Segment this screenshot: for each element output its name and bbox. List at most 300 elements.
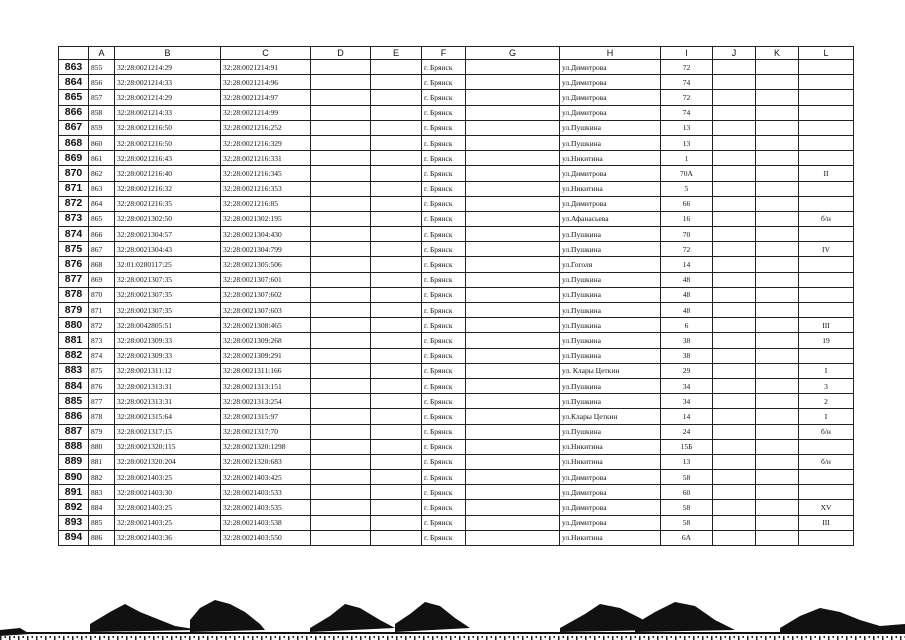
cell-g[interactable] [466,211,560,226]
cell-e[interactable] [371,196,422,211]
cell-d[interactable] [311,75,371,90]
column-header-b[interactable]: B [115,47,221,60]
cell-g[interactable] [466,181,560,196]
cell-e[interactable] [371,363,422,378]
cell-l[interactable] [799,105,854,120]
cell-c[interactable]: 32:28:0021216:329 [221,135,311,150]
cell-d[interactable] [311,409,371,424]
cell-i[interactable]: 58 [661,470,713,485]
cell-f[interactable]: г. Брянск [422,272,466,287]
cell-k[interactable] [756,485,799,500]
cell-l[interactable] [799,485,854,500]
cell-g[interactable] [466,242,560,257]
cell-h[interactable]: ул.Пушкина [560,424,661,439]
cell-f[interactable]: г. Брянск [422,454,466,469]
cell-b[interactable]: 32:28:0021309:33 [115,348,221,363]
cell-c[interactable]: 32:28:0021403:538 [221,515,311,530]
row-number[interactable]: 889 [59,454,89,469]
cell-i[interactable]: 70А [661,166,713,181]
cell-g[interactable] [466,257,560,272]
cell-g[interactable] [466,105,560,120]
cell-e[interactable] [371,303,422,318]
column-header-d[interactable]: D [311,47,371,60]
cell-a[interactable]: 859 [89,120,115,135]
cell-f[interactable]: г. Брянск [422,287,466,302]
cell-c[interactable]: 32:28:0021307:603 [221,303,311,318]
row-number[interactable]: 880 [59,318,89,333]
cell-i[interactable]: 74 [661,75,713,90]
cell-f[interactable]: г. Брянск [422,257,466,272]
cell-j[interactable] [713,227,756,242]
cell-b[interactable]: 32:28:0021216:35 [115,196,221,211]
cell-f[interactable]: г. Брянск [422,333,466,348]
cell-e[interactable] [371,60,422,75]
cell-h[interactable]: ул.Никитина [560,530,661,545]
row-number[interactable]: 868 [59,135,89,150]
row-number[interactable]: 874 [59,227,89,242]
cell-e[interactable] [371,75,422,90]
cell-e[interactable] [371,318,422,333]
cell-a[interactable]: 872 [89,318,115,333]
cell-b[interactable]: 32:28:0021320:204 [115,454,221,469]
row-number[interactable]: 891 [59,485,89,500]
cell-a[interactable]: 879 [89,424,115,439]
cell-i[interactable]: 48 [661,287,713,302]
row-number[interactable]: 884 [59,378,89,393]
cell-a[interactable]: 876 [89,378,115,393]
cell-f[interactable]: г. Брянск [422,90,466,105]
cell-j[interactable] [713,287,756,302]
cell-j[interactable] [713,378,756,393]
cell-k[interactable] [756,75,799,90]
cell-b[interactable]: 32:28:0021320:115 [115,439,221,454]
row-number[interactable]: 890 [59,470,89,485]
cell-j[interactable] [713,470,756,485]
cell-h[interactable]: ул.Пушкина [560,303,661,318]
cell-l[interactable]: 19 [799,333,854,348]
cell-k[interactable] [756,166,799,181]
column-header-h[interactable]: H [560,47,661,60]
cell-l[interactable] [799,530,854,545]
cell-e[interactable] [371,333,422,348]
cell-f[interactable]: г. Брянск [422,348,466,363]
corner-header[interactable] [59,47,89,60]
row-number[interactable]: 875 [59,242,89,257]
cell-d[interactable] [311,303,371,318]
cell-f[interactable]: г. Брянск [422,196,466,211]
cell-k[interactable] [756,470,799,485]
cell-i[interactable]: 66 [661,196,713,211]
cell-l[interactable]: IV [799,242,854,257]
cell-k[interactable] [756,424,799,439]
cell-c[interactable]: 32:28:0021403:550 [221,530,311,545]
cell-k[interactable] [756,454,799,469]
cell-i[interactable]: 24 [661,424,713,439]
cell-l[interactable] [799,272,854,287]
row-number[interactable]: 870 [59,166,89,181]
cell-d[interactable] [311,90,371,105]
cell-i[interactable]: 34 [661,378,713,393]
cell-l[interactable]: III [799,515,854,530]
cell-l[interactable]: I [799,363,854,378]
row-number[interactable]: 885 [59,394,89,409]
cell-h[interactable]: ул.Пушкина [560,227,661,242]
cell-c[interactable]: 32:28:0021317:70 [221,424,311,439]
cell-e[interactable] [371,120,422,135]
cell-j[interactable] [713,181,756,196]
cell-d[interactable] [311,120,371,135]
cell-j[interactable] [713,211,756,226]
cell-e[interactable] [371,470,422,485]
column-header-g[interactable]: G [466,47,560,60]
cell-l[interactable] [799,227,854,242]
cell-i[interactable]: 58 [661,500,713,515]
cell-d[interactable] [311,470,371,485]
cell-c[interactable]: 32:28:0021403:535 [221,500,311,515]
cell-c[interactable]: 32:28:0021216:345 [221,166,311,181]
row-number[interactable]: 869 [59,151,89,166]
cell-d[interactable] [311,378,371,393]
cell-a[interactable]: 861 [89,151,115,166]
cell-c[interactable]: 32:28:0021216:353 [221,181,311,196]
row-number[interactable]: 882 [59,348,89,363]
cell-f[interactable]: г. Брянск [422,242,466,257]
cell-f[interactable]: г. Брянск [422,363,466,378]
cell-l[interactable]: I [799,409,854,424]
cell-e[interactable] [371,378,422,393]
cell-i[interactable]: 38 [661,333,713,348]
cell-k[interactable] [756,348,799,363]
cell-b[interactable]: 32:28:0021214:33 [115,105,221,120]
cell-d[interactable] [311,181,371,196]
cell-f[interactable]: г. Брянск [422,424,466,439]
cell-e[interactable] [371,394,422,409]
cell-j[interactable] [713,166,756,181]
row-number[interactable]: 866 [59,105,89,120]
cell-d[interactable] [311,318,371,333]
cell-f[interactable]: г. Брянск [422,227,466,242]
cell-h[interactable]: ул.Пушкина [560,272,661,287]
cell-g[interactable] [466,500,560,515]
cell-j[interactable] [713,105,756,120]
cell-k[interactable] [756,60,799,75]
cell-j[interactable] [713,454,756,469]
cell-b[interactable]: 32:28:0021214:33 [115,75,221,90]
cell-a[interactable]: 877 [89,394,115,409]
cell-h[interactable]: ул.Афанасьева [560,211,661,226]
cell-l[interactable] [799,348,854,363]
cell-j[interactable] [713,90,756,105]
cell-a[interactable]: 874 [89,348,115,363]
cell-g[interactable] [466,135,560,150]
row-number[interactable]: 879 [59,303,89,318]
cell-b[interactable]: 32:28:0021302:50 [115,211,221,226]
cell-b[interactable]: 32:28:0042805:51 [115,318,221,333]
cell-e[interactable] [371,242,422,257]
cell-l[interactable]: II [799,166,854,181]
cell-j[interactable] [713,242,756,257]
cell-b[interactable]: 32:28:0021309:33 [115,333,221,348]
cell-a[interactable]: 856 [89,75,115,90]
cell-c[interactable]: 32:28:0021320:683 [221,454,311,469]
cell-d[interactable] [311,500,371,515]
cell-e[interactable] [371,424,422,439]
cell-h[interactable]: ул. Клары Цеткин [560,363,661,378]
cell-g[interactable] [466,60,560,75]
column-header-j[interactable]: J [713,47,756,60]
cell-c[interactable]: 32:28:0021307:602 [221,287,311,302]
row-number[interactable]: 873 [59,211,89,226]
cell-e[interactable] [371,151,422,166]
cell-a[interactable]: 883 [89,485,115,500]
cell-c[interactable]: 32:28:0021304:430 [221,227,311,242]
cell-c[interactable]: 32:28:0021403:533 [221,485,311,500]
cell-b[interactable]: 32:28:0021311:12 [115,363,221,378]
cell-h[interactable]: ул.Димитрова [560,500,661,515]
column-header-l[interactable]: L [799,47,854,60]
cell-b[interactable]: 32:28:0021313:31 [115,378,221,393]
cell-h[interactable]: ул.Димитрова [560,196,661,211]
cell-l[interactable] [799,439,854,454]
cell-d[interactable] [311,363,371,378]
cell-a[interactable]: 857 [89,90,115,105]
cell-b[interactable]: 32:28:0021313:31 [115,394,221,409]
cell-k[interactable] [756,211,799,226]
cell-g[interactable] [466,166,560,181]
cell-k[interactable] [756,135,799,150]
cell-i[interactable]: 38 [661,348,713,363]
cell-a[interactable]: 868 [89,257,115,272]
cell-d[interactable] [311,60,371,75]
cell-d[interactable] [311,454,371,469]
row-number[interactable]: 887 [59,424,89,439]
cell-g[interactable] [466,378,560,393]
cell-d[interactable] [311,485,371,500]
cell-i[interactable]: 16 [661,211,713,226]
cell-f[interactable]: г. Брянск [422,530,466,545]
cell-c[interactable]: 32:28:0021308:465 [221,318,311,333]
cell-f[interactable]: г. Брянск [422,105,466,120]
cell-c[interactable]: 32:28:0021313:254 [221,394,311,409]
column-header-a[interactable]: A [89,47,115,60]
cell-l[interactable] [799,287,854,302]
cell-g[interactable] [466,485,560,500]
cell-f[interactable]: г. Брянск [422,151,466,166]
cell-b[interactable]: 32:28:0021216:43 [115,151,221,166]
cell-d[interactable] [311,439,371,454]
cell-h[interactable]: ул.Никитина [560,439,661,454]
column-header-f[interactable]: F [422,47,466,60]
cell-c[interactable]: 32:28:0021305:506 [221,257,311,272]
cell-c[interactable]: 32:28:0021216:85 [221,196,311,211]
cell-f[interactable]: г. Брянск [422,60,466,75]
cell-a[interactable]: 886 [89,530,115,545]
cell-b[interactable]: 32:28:0021214:29 [115,90,221,105]
cell-d[interactable] [311,515,371,530]
cell-f[interactable]: г. Брянск [422,500,466,515]
cell-i[interactable]: 29 [661,363,713,378]
cell-l[interactable] [799,151,854,166]
cell-a[interactable]: 882 [89,470,115,485]
cell-j[interactable] [713,135,756,150]
cell-j[interactable] [713,348,756,363]
cell-a[interactable]: 873 [89,333,115,348]
cell-k[interactable] [756,272,799,287]
cell-l[interactable]: III [799,318,854,333]
cell-c[interactable]: 32:28:0021309:268 [221,333,311,348]
cell-b[interactable]: 32:28:0021304:43 [115,242,221,257]
cell-e[interactable] [371,287,422,302]
cell-f[interactable]: г. Брянск [422,166,466,181]
cell-d[interactable] [311,105,371,120]
cell-l[interactable] [799,303,854,318]
cell-g[interactable] [466,272,560,287]
cell-g[interactable] [466,303,560,318]
cell-k[interactable] [756,242,799,257]
cell-i[interactable]: 13 [661,135,713,150]
cell-h[interactable]: ул.Пушкина [560,120,661,135]
cell-g[interactable] [466,470,560,485]
cell-k[interactable] [756,500,799,515]
cell-l[interactable] [799,135,854,150]
cell-e[interactable] [371,227,422,242]
cell-d[interactable] [311,394,371,409]
cell-h[interactable]: ул.Пушкина [560,378,661,393]
cell-a[interactable]: 865 [89,211,115,226]
cell-i[interactable]: 15Б [661,439,713,454]
row-number[interactable]: 877 [59,272,89,287]
cell-i[interactable]: 14 [661,257,713,272]
cell-j[interactable] [713,439,756,454]
cell-d[interactable] [311,530,371,545]
cell-c[interactable]: 32:28:0021320:1298 [221,439,311,454]
cell-i[interactable]: 72 [661,90,713,105]
cell-e[interactable] [371,272,422,287]
cell-l[interactable]: б/н [799,454,854,469]
cell-j[interactable] [713,424,756,439]
cell-b[interactable]: 32:01:0280117:25 [115,257,221,272]
cell-i[interactable]: 58 [661,515,713,530]
cell-h[interactable]: ул.Никитина [560,151,661,166]
cell-e[interactable] [371,166,422,181]
cell-b[interactable]: 32:28:0021403:25 [115,500,221,515]
cell-f[interactable]: г. Брянск [422,318,466,333]
cell-a[interactable]: 862 [89,166,115,181]
cell-i[interactable]: 48 [661,272,713,287]
cell-h[interactable]: ул.Пушкина [560,333,661,348]
cell-h[interactable]: ул.Димитрова [560,485,661,500]
row-number[interactable]: 865 [59,90,89,105]
cell-g[interactable] [466,318,560,333]
cell-j[interactable] [713,530,756,545]
cell-f[interactable]: г. Брянск [422,485,466,500]
cell-h[interactable]: ул.Пушкина [560,394,661,409]
cell-f[interactable]: г. Брянск [422,378,466,393]
cell-c[interactable]: 32:28:0021216:331 [221,151,311,166]
cell-g[interactable] [466,348,560,363]
cell-l[interactable] [799,90,854,105]
cell-i[interactable]: 13 [661,454,713,469]
cell-c[interactable]: 32:28:0021214:91 [221,60,311,75]
cell-b[interactable]: 32:28:0021403:25 [115,515,221,530]
cell-k[interactable] [756,363,799,378]
cell-j[interactable] [713,196,756,211]
cell-g[interactable] [466,90,560,105]
cell-b[interactable]: 32:28:0021307:35 [115,272,221,287]
cell-d[interactable] [311,257,371,272]
cell-k[interactable] [756,409,799,424]
cell-a[interactable]: 870 [89,287,115,302]
cell-e[interactable] [371,105,422,120]
cell-i[interactable]: 34 [661,394,713,409]
cell-d[interactable] [311,242,371,257]
cell-h[interactable]: ул.Димитрова [560,105,661,120]
cell-e[interactable] [371,454,422,469]
cell-h[interactable]: ул.Клары Цеткин [560,409,661,424]
cell-j[interactable] [713,333,756,348]
cell-h[interactable]: ул.Пушкина [560,135,661,150]
cell-g[interactable] [466,287,560,302]
cell-h[interactable]: ул.Димитрова [560,60,661,75]
cell-a[interactable]: 880 [89,439,115,454]
cell-b[interactable]: 32:28:0021216:50 [115,135,221,150]
cell-a[interactable]: 864 [89,196,115,211]
cell-k[interactable] [756,333,799,348]
cell-a[interactable]: 866 [89,227,115,242]
row-number[interactable]: 867 [59,120,89,135]
cell-i[interactable]: 6 [661,318,713,333]
cell-c[interactable]: 32:28:0021302:195 [221,211,311,226]
cell-a[interactable]: 860 [89,135,115,150]
cell-b[interactable]: 32:28:0021403:36 [115,530,221,545]
cell-g[interactable] [466,120,560,135]
cell-g[interactable] [466,227,560,242]
cell-a[interactable]: 858 [89,105,115,120]
cell-i[interactable]: 74 [661,105,713,120]
cell-i[interactable]: 60 [661,485,713,500]
cell-l[interactable]: 3 [799,378,854,393]
cell-j[interactable] [713,151,756,166]
cell-c[interactable]: 32:28:0021214:97 [221,90,311,105]
row-number[interactable]: 871 [59,181,89,196]
cell-a[interactable]: 867 [89,242,115,257]
cell-l[interactable] [799,196,854,211]
cell-b[interactable]: 32:28:0021216:50 [115,120,221,135]
cell-e[interactable] [371,211,422,226]
cell-e[interactable] [371,257,422,272]
cell-i[interactable]: 5 [661,181,713,196]
cell-a[interactable]: 875 [89,363,115,378]
cell-l[interactable]: б/н [799,424,854,439]
cell-c[interactable]: 32:28:0021309:291 [221,348,311,363]
cell-g[interactable] [466,394,560,409]
row-number[interactable]: 878 [59,287,89,302]
cell-i[interactable]: 6А [661,530,713,545]
cell-l[interactable] [799,470,854,485]
cell-i[interactable]: 70 [661,227,713,242]
cell-c[interactable]: 32:28:0021214:96 [221,75,311,90]
cell-i[interactable]: 1 [661,151,713,166]
cell-k[interactable] [756,151,799,166]
cell-l[interactable]: XV [799,500,854,515]
cell-j[interactable] [713,515,756,530]
cell-k[interactable] [756,181,799,196]
cell-k[interactable] [756,257,799,272]
cell-g[interactable] [466,409,560,424]
row-number[interactable]: 876 [59,257,89,272]
cell-i[interactable]: 13 [661,120,713,135]
cell-k[interactable] [756,318,799,333]
